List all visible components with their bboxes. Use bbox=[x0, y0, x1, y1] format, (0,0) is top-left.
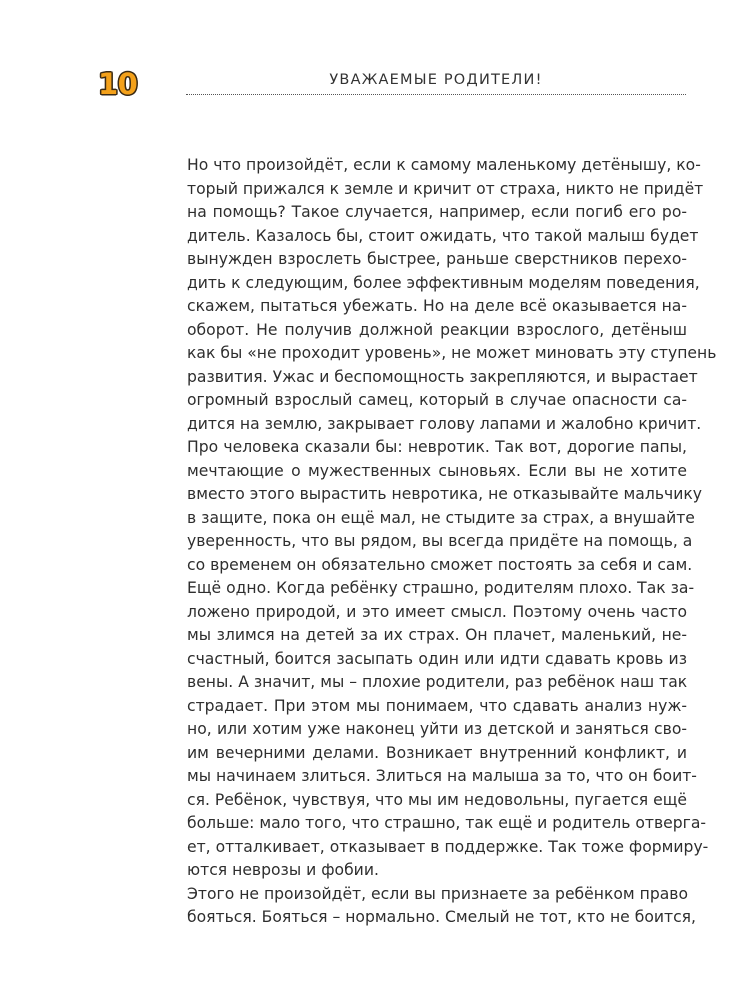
body-text bbox=[187, 154, 717, 930]
text-line: развития. Ужас и беспомощность закрепляются, и вырастает bbox=[187, 367, 698, 386]
text-line: дится на землю, закрывает голову лапами и жалобно кричит. bbox=[187, 414, 702, 433]
text-line: ет, отталкивает, отказывает в поддержке. Так тоже формиру- bbox=[187, 837, 709, 856]
text-line: в защите, пока он ещё мал, не стыдите за страх, а внушайте bbox=[187, 508, 695, 527]
text-line: больше: мало того, что страшно, так ещё и родитель отверга- bbox=[187, 814, 707, 832]
text-line: вены. А значит, мы – плохие родители, раз ребёнок наш так bbox=[187, 673, 688, 691]
text-line: как бы «не проходит уровень», не может миновать эту ступень bbox=[187, 344, 717, 362]
text-line: мы начинаем злиться. Злиться на малыша за то, что он боит- bbox=[187, 767, 697, 785]
text-line: торый прижался к земле и кричит от страха, никто не придёт bbox=[187, 179, 704, 198]
running-header: УВАЖАЕМЫЕ РОДИТЕЛИ! bbox=[329, 72, 543, 88]
text-line: страдает. При этом мы понимаем, что сдавать анализ нуж- bbox=[187, 696, 687, 715]
text-line: ся. Ребёнок, чувствуя, что мы им недовольны, пугается ещё bbox=[187, 790, 687, 809]
text-line: им вечерними делами. Возникает внутренний конфликт, и bbox=[187, 743, 687, 762]
text-line: дитель. Казалось бы, стоит ожидать, что такой малыш будет bbox=[187, 226, 699, 245]
text-line: Но что произойдёт, если к самому маленькому детёнышу, ко- bbox=[187, 156, 701, 174]
text-line: уверенность, что вы рядом, вы всегда придёте на помощь, а bbox=[187, 532, 693, 550]
text-line: со временем он обязательно сможет постоять за себя и сам. bbox=[187, 555, 693, 574]
text-line: ются неврозы и фобии. bbox=[187, 861, 379, 879]
text-line: мечтающие о мужественных сыновьях. Если вы не хотите bbox=[187, 461, 687, 480]
header-divider bbox=[186, 94, 686, 95]
text-line: Ещё одно. Когда ребёнку страшно, родителям плохо. Так за- bbox=[187, 579, 695, 597]
text-line: скажем, пытаться убежать. Но на деле всё оказывается на- bbox=[187, 297, 687, 315]
text-line: Про человека сказали бы: невротик. Так вот, дорогие папы, bbox=[187, 438, 687, 456]
text-line: вместо этого вырастить невротика, не отказывайте мальчику bbox=[187, 485, 703, 503]
text-line: дить к следующим, более эффективным моделям поведения, bbox=[187, 273, 700, 292]
page-number: 10 bbox=[98, 67, 138, 101]
text-line: ложено природой, и это имеет смысл. Поэтому очень часто bbox=[187, 602, 687, 621]
text-line: бояться. Бояться – нормально. Смелый не тот, кто не боится, bbox=[187, 908, 697, 926]
text-line: счастный, боится засыпать один или идти сдавать кровь из bbox=[187, 649, 687, 668]
text-line: мы злимся на детей за их страх. Он плачет, маленький, не- bbox=[187, 626, 687, 644]
text-line: на помощь? Такое случается, например, если погиб его ро- bbox=[187, 203, 687, 221]
text-line: но, или хотим уже наконец уйти из детской и заняться сво- bbox=[187, 720, 687, 738]
text-line: огромный взрослый самец, который в случае опасности са- bbox=[187, 391, 687, 409]
text-line: оборот. Не получив должной реакции взрослого, детёныш bbox=[187, 320, 687, 339]
text-line: вынужден взрослеть быстрее, раньше сверстников перехо- bbox=[187, 250, 687, 268]
text-line: Этого не произойдёт, если вы признаете за ребёнком право bbox=[187, 884, 689, 903]
